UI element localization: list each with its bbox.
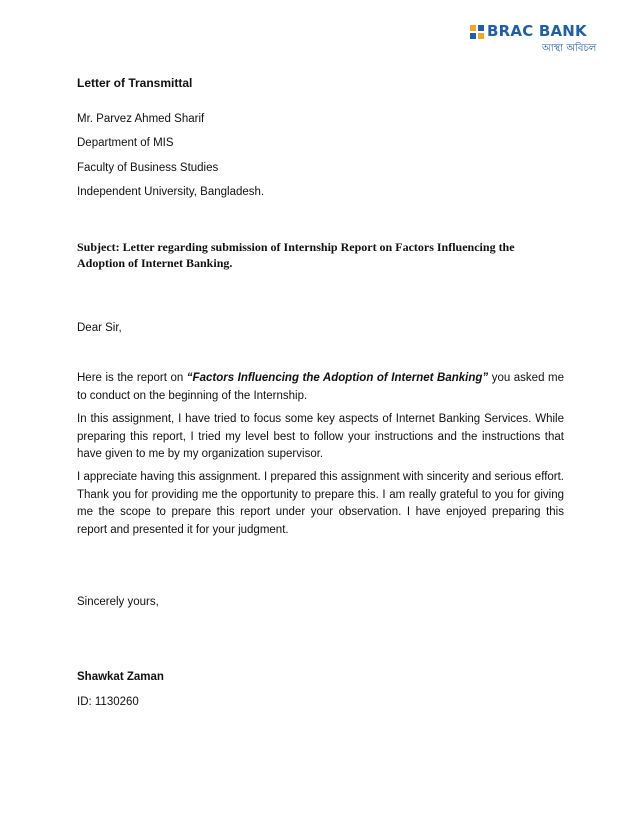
sender-id: ID: 1130260 bbox=[77, 696, 139, 708]
report-title-emphasis: “Factors Influencing the Adoption of Internet Banking” bbox=[186, 372, 489, 384]
salutation: Dear Sir, bbox=[77, 322, 122, 334]
closing: Sincerely yours, bbox=[77, 596, 159, 608]
brac-bank-logo-icon bbox=[470, 25, 484, 39]
paragraph-2: In this assignment, I have tried to focus some key aspects of Internet Banking Services. While preparing this report, I tried my level best to follow your instructions and the instructions that have given to me by my organization supervisor. bbox=[77, 413, 564, 460]
logo-tagline: আস্থা অবিচল bbox=[542, 43, 597, 54]
paragraph-1 bbox=[77, 370, 564, 405]
letter-title: Letter of Transmittal bbox=[77, 76, 193, 90]
recipient-university: Independent University, Bangladesh. bbox=[77, 186, 265, 198]
sender-name: Shawkat Zaman bbox=[77, 671, 164, 683]
recipient-department: Department of MIS bbox=[77, 137, 174, 149]
paragraph-1-intro: Here is the report on bbox=[77, 372, 187, 384]
letter-subject: Subject: Letter regarding submission of Internship Report on Factors Influencing the Adoption of Internet Banking. bbox=[77, 240, 515, 270]
recipient-name: Mr. Parvez Ahmed Sharif bbox=[77, 113, 205, 125]
recipient-faculty: Faculty of Business Studies bbox=[77, 162, 219, 174]
brac-bank-logo bbox=[470, 22, 620, 58]
logo-name: BRAC BANK bbox=[487, 22, 587, 40]
paragraph-3: I appreciate having this assignment. I prepared this assignment with sincerity and serious effort. Thank you for providing me the opportunity to prepare this. I am really grateful to you for giving me the scope to prepare this report under your observation. I have enjoyed preparing this report and presented it for your judgment. bbox=[77, 471, 564, 536]
paragraph-1-rest: you asked me to conduct on the beginning of the Internship. bbox=[77, 372, 564, 402]
